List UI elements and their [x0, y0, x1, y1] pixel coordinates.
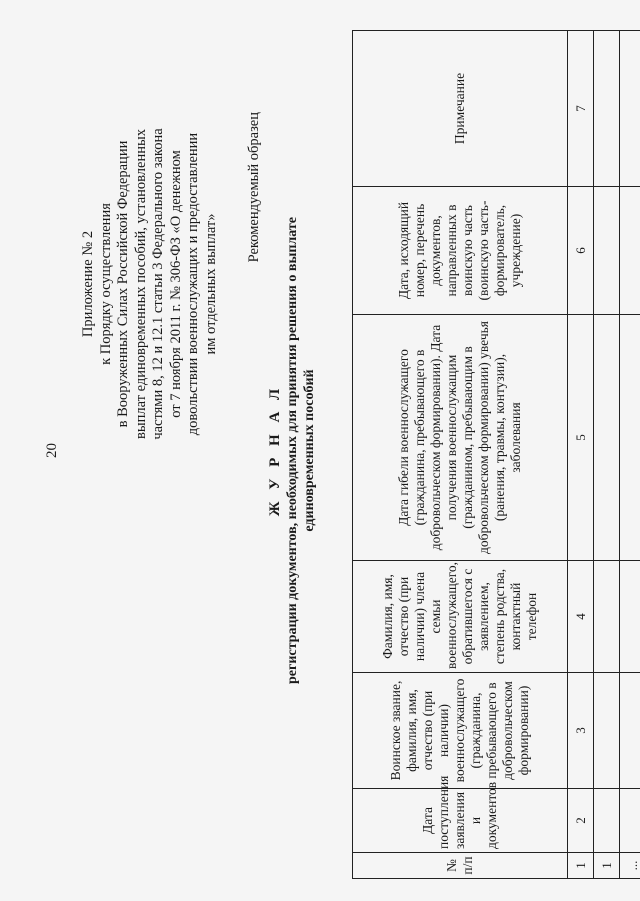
header-note: Примечание [353, 31, 568, 187]
header-outgoing-documents: Дата, исходящий номер, перечень документов, направленных в воинскую часть (воинскую часть-формирователь, учреждение) [353, 187, 568, 315]
table-header-row [353, 31, 568, 879]
appendix-line: довольствии военнослужащих и предоставлении [185, 132, 201, 436]
column-number: 1 [568, 853, 594, 879]
appendix-line: к Порядку осуществления [97, 203, 114, 365]
title-line-3: единовременных пособий [302, 369, 317, 532]
table-cell [594, 789, 620, 853]
title-line-1: Ж У Р Н А Л [267, 384, 283, 517]
header-family-member: Фамилия, имя, отчество (при наличии) члена семьи военнослужащего, обратившегося с заявлением, степень родства, контактный телефон [353, 561, 568, 673]
table-cell [594, 187, 620, 315]
table-cell [594, 315, 620, 561]
table-cell [620, 789, 640, 853]
table-row [594, 31, 620, 879]
page-number: 20 [44, 443, 60, 458]
header-number: № п/п [353, 853, 568, 879]
registration-journal-table [352, 30, 640, 879]
appendix-line: от 7 ноября 2011 г. № 306-ФЗ «О денежном [167, 150, 184, 418]
column-number: 2 [568, 789, 594, 853]
column-number: 6 [568, 187, 594, 315]
table-cell [620, 187, 640, 315]
appendix-line: им отдельных выплат» [202, 213, 219, 355]
table-cell [620, 31, 640, 187]
appendix-line: в Вооруженных Силах Российской Федерации [115, 140, 131, 428]
table-cell [594, 673, 620, 789]
recommended-sample-label: Рекомендуемый образец [246, 112, 262, 263]
table-cell [620, 673, 640, 789]
appendix-heading [80, 64, 220, 504]
row-number: 1 [594, 853, 620, 879]
header-receipt-date: Дата поступления заявления и документов [353, 789, 568, 853]
table-cell [594, 561, 620, 673]
journal-title [266, 0, 318, 901]
column-number: 7 [568, 31, 594, 187]
header-serviceman-name: Воинское звание, фамилия, имя, отчество (при наличии) военнослужащего (гражданина, пребывающего в добровольческом формировании) [353, 673, 568, 789]
table-row [620, 31, 640, 879]
column-number-row [568, 31, 594, 879]
appendix-line: частями 8, 12 и 12.1 статьи 3 Федерального закона [150, 128, 166, 440]
table-cell [620, 561, 640, 673]
row-number: ... [620, 853, 640, 879]
column-number: 3 [568, 673, 594, 789]
appendix-line: выплат единовременных пособий, установленных [132, 129, 149, 439]
column-number: 5 [568, 315, 594, 561]
title-line-2: регистрации документов, необходимых для принятия решения о выплате [285, 216, 300, 685]
header-event-date: Дата гибели военнослужащего (гражданина, пребывающего в добровольческом формировании). Дата получения военнослужащим (гражданином, пребывающим в добровольческом формировании) увечья (ранения, травмы, контузии), заболевания [353, 315, 568, 561]
table-cell [594, 31, 620, 187]
appendix-line: Приложение № 2 [80, 230, 96, 338]
table-cell [620, 315, 640, 561]
column-number: 4 [568, 561, 594, 673]
